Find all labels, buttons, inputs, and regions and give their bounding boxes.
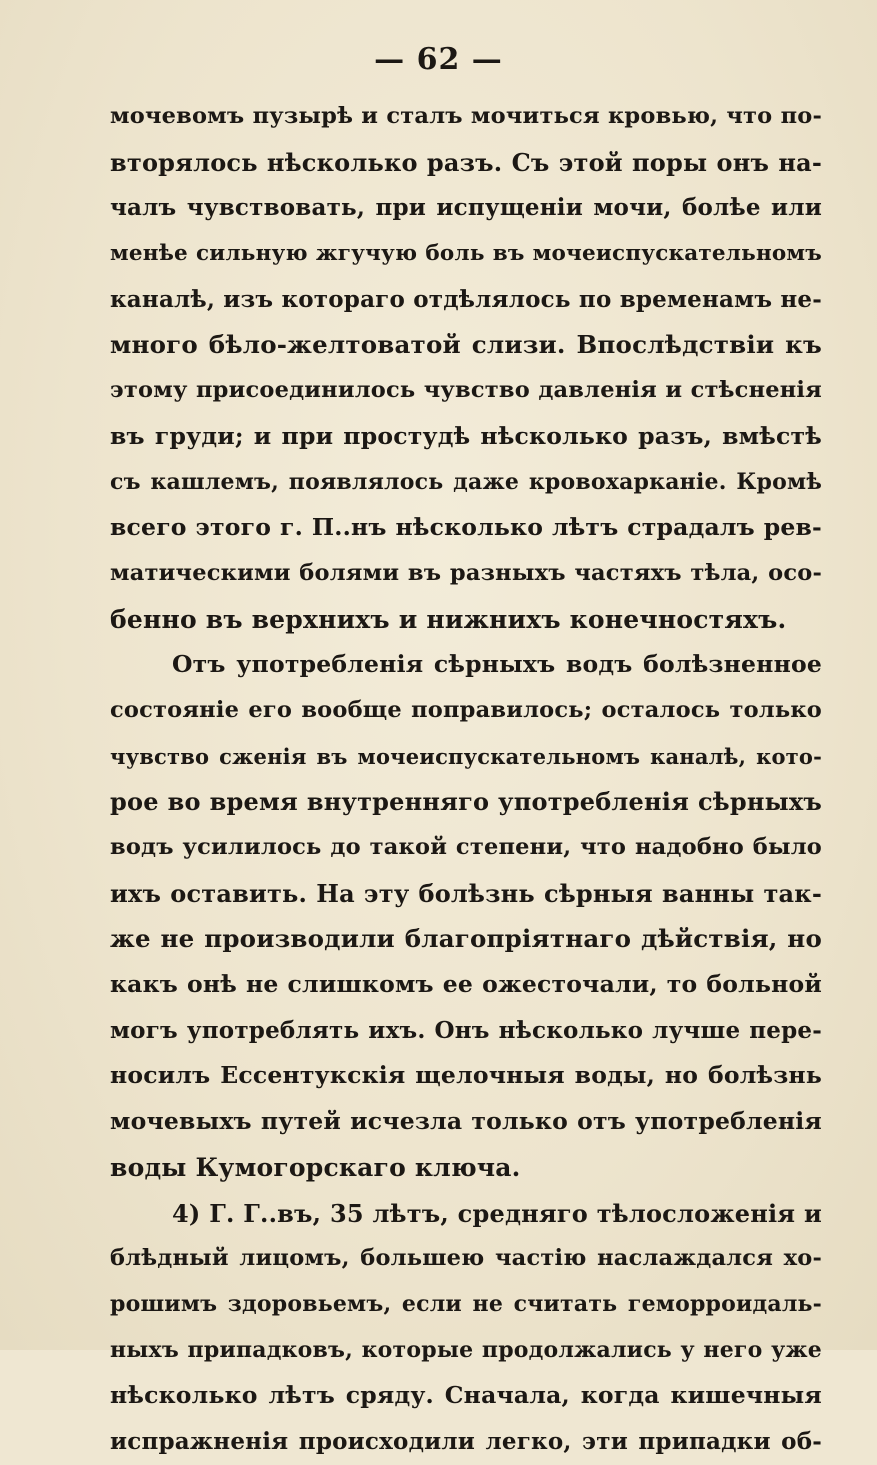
text-line: блѣдный лицомъ, большею частію наслаждался хо- [110, 1245, 822, 1272]
text-line: чалъ чувствовать, при испущеніи мочи, болѣе или [110, 194, 822, 222]
page-number: — 62 — [374, 42, 503, 77]
text-line: всего этого г. П..нъ нѣсколько лѣтъ страдалъ рев- [110, 513, 822, 542]
text-line: Отъ употребленія сѣрныхъ водъ болѣзненное [172, 650, 822, 679]
text-line: 4) Г. Г..въ, 35 лѣтъ, средняго тѣлосложенія и [172, 1198, 822, 1228]
text-line: ихъ оставить. На эту болѣзнь сѣрныя ванны так- [110, 878, 822, 908]
text-line: водъ усилилось до такой степени, что надобно было [110, 834, 822, 860]
text-line: рошимъ здоровьемъ, если не считать геморроидаль- [110, 1290, 822, 1317]
text-line: состояніе его вообще поправилось; осталось только [110, 696, 822, 723]
text-line: съ кашлемъ, появлялось даже кровохарканіе. Кромѣ [110, 468, 822, 495]
text-line: носилъ Ессентукскія щелочныя воды, но болѣзнь [110, 1061, 822, 1090]
text-line: каналѣ, изъ котораго отдѣлялось по временамъ не- [110, 285, 822, 313]
text-line: много бѣло-желтоватой слизи. Впослѣдствіи къ [110, 330, 822, 360]
text-line: могъ употреблять ихъ. Онъ нѣсколько лучше пере- [110, 1016, 822, 1044]
text-line: испражненія происходили легко, эти припадки об- [110, 1427, 822, 1455]
text-line: этому присоединилось чувство давленія и стѣсненія [110, 377, 822, 404]
text-line: же не производили благопріятнаго дѣйствія, но [110, 924, 822, 954]
text-line: ныхъ припадковъ, которые продолжались у него уже [110, 1336, 822, 1363]
text-line: бенно въ верхнихъ и нижнихъ конечностяхъ. [110, 604, 787, 634]
text-line: вторялось нѣсколько разъ. Съ этой поры онъ на- [110, 147, 822, 177]
text-line: воды Кумогорскаго ключа. [110, 1152, 521, 1182]
text-line: рое во время внутренняго употребленія сѣрныхъ [110, 787, 822, 817]
text-line: чувство сженія въ мочеиспускательномъ каналѣ, кото- [110, 743, 822, 769]
text-line: менѣе сильную жгучую боль въ мочеиспускательномъ [110, 241, 822, 267]
text-line: мочевомъ пузырѣ и сталъ мочиться кровью, что по- [110, 103, 822, 129]
text-line: мочевыхъ путей исчезла только отъ употребленія [110, 1107, 822, 1136]
text-line: матическими болями въ разныхъ частяхъ тѣла, осо- [110, 559, 822, 586]
text-line: какъ онѣ не слишкомъ ее ожесточали, то больной [110, 970, 822, 999]
text-line: нѣсколько лѣтъ сряду. Сначала, когда кишечныя [110, 1381, 822, 1410]
body-text [110, 94, 822, 1465]
text-line: въ груди; и при простудѣ нѣсколько разъ, вмѣстѣ [110, 421, 822, 450]
